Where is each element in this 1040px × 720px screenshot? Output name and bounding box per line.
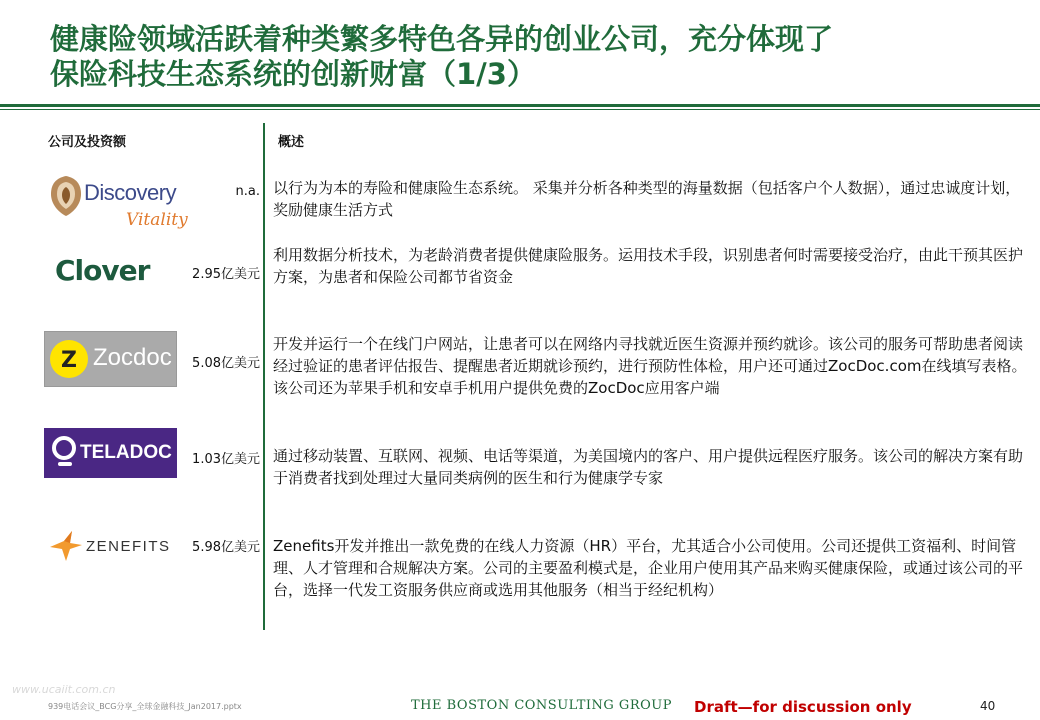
zenefits-bird-icon bbox=[46, 527, 86, 567]
description-zenefits: Zenefits开发并推出一款免费的在线人力资源（HR）平台，尤其适合小公司使用。公司还提供工资福利、时间管理、人才管理和合规解决方案。公司的主要盈利模式是，企业用户使用其产品来购买健康保险，或通过该公司的平台，选择一代发工资服务供应商或选用其他服务（相当于经纪机构） bbox=[273, 537, 1024, 599]
vitality-wordmark: Vitality bbox=[126, 210, 188, 230]
svg-text:Z: Z bbox=[61, 348, 77, 373]
page-title-line1: 健康险领域活跃着种类繁多特色各异的创业公司，充分体现了 bbox=[50, 22, 834, 56]
amount-teladoc: 1.03亿美元 bbox=[192, 452, 260, 467]
page-title bbox=[50, 22, 1020, 92]
page-title-line2: 保险科技生态系统的创新财富（1/3） bbox=[50, 57, 536, 91]
description-clover: 利用数据分析技术，为老龄消费者提供健康险服务。运用技术手段，识别患者何时需要接受治疗，由此干预其医护方案，为患者和保险公司都节省资金 bbox=[273, 246, 1024, 286]
zocdoc-logo bbox=[44, 331, 177, 387]
zenefits-wordmark: ZENEFITS bbox=[86, 538, 171, 555]
description-teladoc: 通过移动装置、互联网、视频、电话等渠道，为美国境内的客户、用户提供远程医疗服务。该公司的解决方案有助于消费者找到处理过大量同类病例的医生和行为健康学专家 bbox=[273, 447, 1024, 487]
teladoc-logo bbox=[44, 428, 177, 478]
column-divider bbox=[263, 123, 265, 630]
zocdoc-wordmark: Zocdoc bbox=[93, 344, 172, 371]
column-header-overview: 概述 bbox=[278, 135, 305, 150]
footer-brand: THE BOSTON CONSULTING GROUP bbox=[411, 698, 672, 713]
clover-logo: Clover bbox=[55, 254, 150, 287]
zenefits-logo bbox=[46, 527, 176, 567]
discovery-logo bbox=[48, 172, 188, 244]
column-header-company: 公司及投资额 bbox=[48, 135, 127, 150]
teladoc-wordmark: TELADOC bbox=[80, 442, 172, 463]
amount-zocdoc: 5.08亿美元 bbox=[192, 356, 260, 371]
title-rule-thin bbox=[0, 109, 1040, 110]
page-number: 40 bbox=[980, 699, 996, 713]
watermark: www.ucaiit.com.cn bbox=[12, 683, 116, 696]
title-rule bbox=[0, 104, 1040, 107]
discovery-wordmark: Discovery bbox=[84, 180, 177, 205]
amount-zenefits: 5.98亿美元 bbox=[192, 540, 260, 555]
footer-draft-label: Draft—for discussion only bbox=[694, 698, 912, 716]
description-discovery: 以行为为本的寿险和健康险生态系统。 采集并分析各种类型的海量数据（包括客户个人数据），通过忠诚度计划，奖励健康生活方式 bbox=[273, 179, 1021, 219]
amount-discovery: n.a. bbox=[235, 184, 260, 199]
description-zocdoc: 开发并运行一个在线门户网站，让患者可以在网络内寻找就近医生资源并预约就诊。该公司的服务可帮助患者阅读经过验证的患者评估报告、提醒患者近期就诊预约，进行预防性体检，用户还可通过ZocDoc.com在线填写表格。该公司还为苹果手机和安卓手机用户提供免费的ZocDoc应用客户端 bbox=[273, 335, 1027, 397]
amount-clover: 2.95亿美元 bbox=[192, 267, 260, 282]
footer-filename: 939电话会议_BCG分享_全球金融科技_Jan2017.pptx bbox=[48, 702, 242, 711]
